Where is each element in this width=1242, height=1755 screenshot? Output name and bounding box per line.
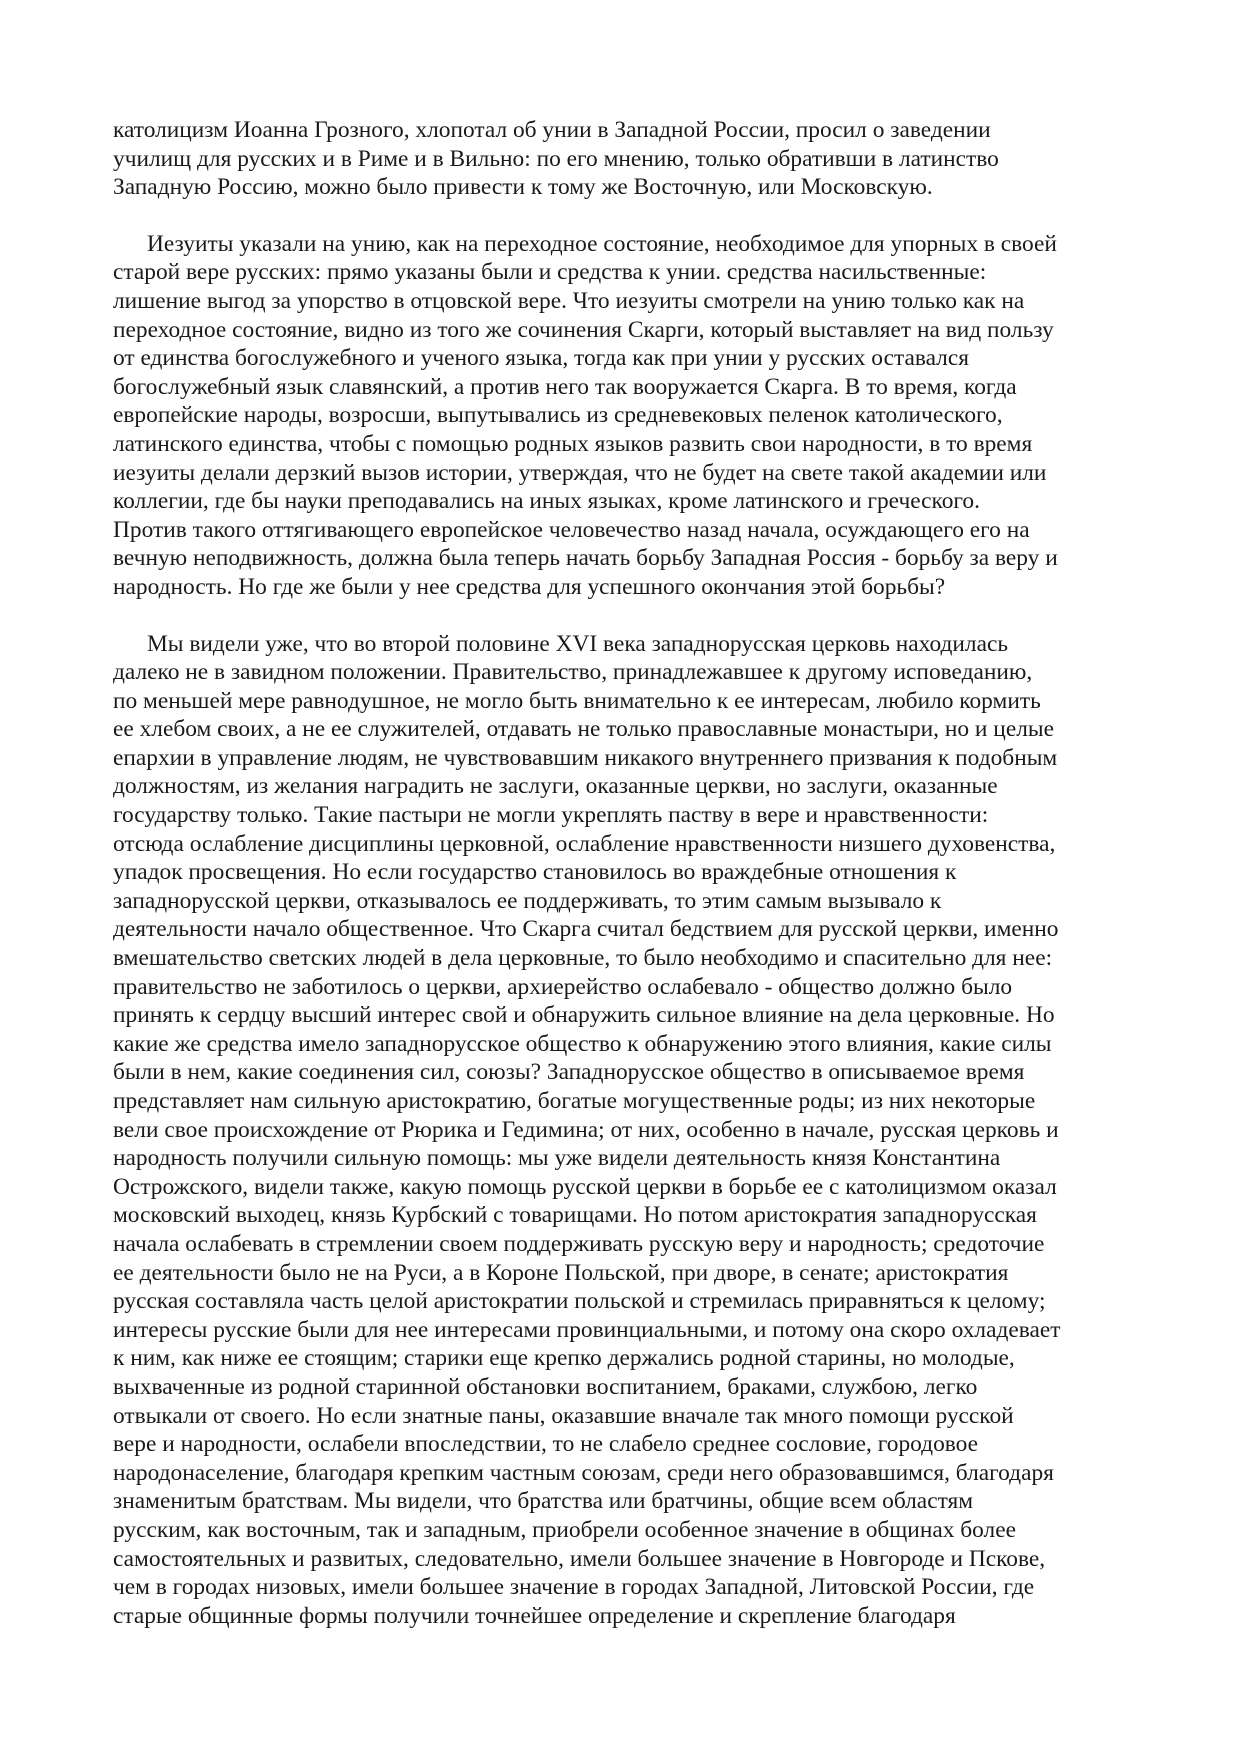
- text-line: иезуиты делали дерзкий вызов истории, утверждая, что не будет на свете такой академии или: [113, 459, 1047, 486]
- text-line: народонаселение, благодаря крепким частным союзам, среди него образовавшимся, благодаря: [113, 1459, 1054, 1486]
- text-line: училищ для русских и в Риме и в Вильно: по его мнению, только обративши в латинство: [113, 145, 999, 172]
- text-line: должностям, из желания наградить не заслуги, оказанные церкви, но заслуги, оказанные: [113, 773, 998, 800]
- text-line: к ним, как ниже ее стоящим; старики еще крепко держались родной старины, но молодые,: [113, 1345, 1015, 1372]
- document-page: [113, 116, 1138, 1630]
- text-line: старые общинные формы получили точнейшее определение и скрепление благодаря: [113, 1602, 956, 1629]
- paragraph-1: [113, 116, 1138, 202]
- text-line: католицизм Иоанна Грозного, хлопотал об унии в Западной России, просил о заведении: [113, 117, 991, 143]
- text-line: государству только. Такие пастыри не могли укреплять паству в вере и нравственности:: [113, 802, 989, 829]
- text-line: вели свое происхождение от Рюрика и Гедимина; от них, особенно в начале, русская церковь и: [113, 1116, 1059, 1143]
- text-line: русская составляла часть целой аристократии польской и стремилась приравняться к целому;: [113, 1288, 1046, 1315]
- text-line: упадок просвещения. Но если государство становилось во враждебные отношения к: [113, 859, 957, 886]
- text-line: правительство не заботилось о церкви, архиерейство ослабевало - общество должно было: [113, 973, 1013, 1000]
- text-line: от единства богослужебного и ученого языка, тогда как при унии у русских оставался: [113, 345, 969, 372]
- text-line: народность. Но где же были у нее средства для успешного окончания этой борьбы?: [113, 573, 946, 600]
- text-line: Против такого оттягивающего европейское человечество назад начала, осуждающего его на: [113, 516, 1030, 543]
- text-line: вечную неподвижность, должна была теперь начать борьбу Западная Россия - борьбу за веру и: [113, 545, 1058, 572]
- text-line: выхваченные из родной старинной обстановки воспитанием, браками, службою, легко: [113, 1373, 978, 1400]
- paragraph-3: [113, 630, 1138, 1631]
- text-line: отвыкали от своего. Но если знатные паны, оказавшие вначале так много помощи русской: [113, 1402, 1014, 1429]
- text-line: Иезуиты указали на унию, как на переходное состояние, необходимое для упорных в своей: [147, 230, 1057, 257]
- text-line: ее хлебом своих, а не ее служителей, отдавать не только православные монастыри, но и целые: [113, 716, 1054, 743]
- text-line: западнорусской церкви, отказывалось ее поддерживать, то этим самым вызывало к: [113, 887, 942, 914]
- text-line: знаменитым братствам. Мы видели, что братства или братчины, общие всем областям: [113, 1488, 974, 1515]
- text-line: латинского единства, чтобы с помощью родных языков развить свои народности, в то время: [113, 430, 1033, 457]
- text-line: по меньшей мере равнодушное, не могло быть внимательно к ее интересам, любило кормить: [113, 687, 1041, 714]
- text-line: были в нем, какие соединения сил, союзы? Западнорусское общество в описываемое время: [113, 1059, 1025, 1086]
- text-line: Мы видели уже, что во второй половине XVI века западнорусская церковь находилась: [147, 630, 1009, 657]
- text-line: Западную Россию, можно было привести к тому же Восточную, или Московскую.: [113, 174, 933, 201]
- text-line: европейские народы, возросши, выпутывались из средневековых пеленок католического,: [113, 402, 1003, 429]
- text-line: переходное состояние, видно из того же сочинения Скарги, который выставляет на вид пользу: [113, 316, 1054, 343]
- text-line: коллегии, где бы науки преподавались на иных языках, кроме латинского и греческого.: [113, 488, 980, 515]
- text-line: интересы русские были для нее интересами провинциальными, и потому она скоро охладевает: [113, 1316, 1061, 1343]
- paragraph-2: [113, 230, 1138, 602]
- text-line: деятельности начало общественное. Что Скарга считал бедствием для русской церкви, именно: [113, 916, 1059, 943]
- text-line: принять к сердцу высший интерес свой и обнаружить сильное влияние на дела церковные. Но: [113, 1002, 1055, 1029]
- text-line: богослужебный язык славянский, а против него так вооружается Скарга. В то время, когда: [113, 373, 1017, 400]
- text-line: отсюда ослабление дисциплины церковной, ослабление нравственности низшего духовенства,: [113, 830, 1056, 857]
- text-line: епархии в управление людям, не чувствовавшим никакого внутреннего призвания к подобным: [113, 744, 1058, 771]
- text-line: лишение выгод за упорство в отцовской вере. Что иезуиты смотрели на унию только как на: [113, 287, 1025, 314]
- text-line: чем в городах низовых, имели большее значение в городах Западной, Литовской России, где: [113, 1574, 1035, 1601]
- text-line: какие же средства имело западнорусское общество к обнаружению этого влияния, какие силы: [113, 1030, 1052, 1057]
- text-line: народность получили сильную помощь: мы уже видели деятельность князя Константина: [113, 1145, 1001, 1172]
- text-line: вмешательство светских людей в дела церковные, то было необходимо и спасительно для нее:: [113, 945, 1053, 972]
- text-line: вере и народности, ослабели впоследствии, то не слабело среднее сословие, городовое: [113, 1431, 979, 1458]
- text-line: самостоятельных и развитых, следовательно, имели большее значение в Новгороде и Пскове,: [113, 1545, 1046, 1572]
- text-line: далеко не в завидном положении. Правительство, принадлежавшее к другому исповеданию,: [113, 659, 1033, 686]
- text-line: Острожского, видели также, какую помощь русской церкви в борьбе ее с католицизмом оказал: [113, 1173, 1057, 1200]
- text-line: русским, как восточным, так и западным, приобрели особенное значение в общинах более: [113, 1516, 1016, 1543]
- text-line: начала ослабевать в стремлении своем поддерживать русскую веру и народность; средоточие: [113, 1230, 1045, 1257]
- text-line: ее деятельности было не на Руси, а в Короне Польской, при дворе, в сенате; аристократия: [113, 1259, 1009, 1286]
- text-line: московский выходец, князь Курбский с товарищами. Но потом аристократия западнорусская: [113, 1202, 1037, 1229]
- text-line: старой вере русских: прямо указаны были и средства к унии. средства насильственные:: [113, 259, 987, 286]
- text-line: представляет нам сильную аристократию, богатые могущественные роды; из них некоторые: [113, 1088, 1036, 1114]
